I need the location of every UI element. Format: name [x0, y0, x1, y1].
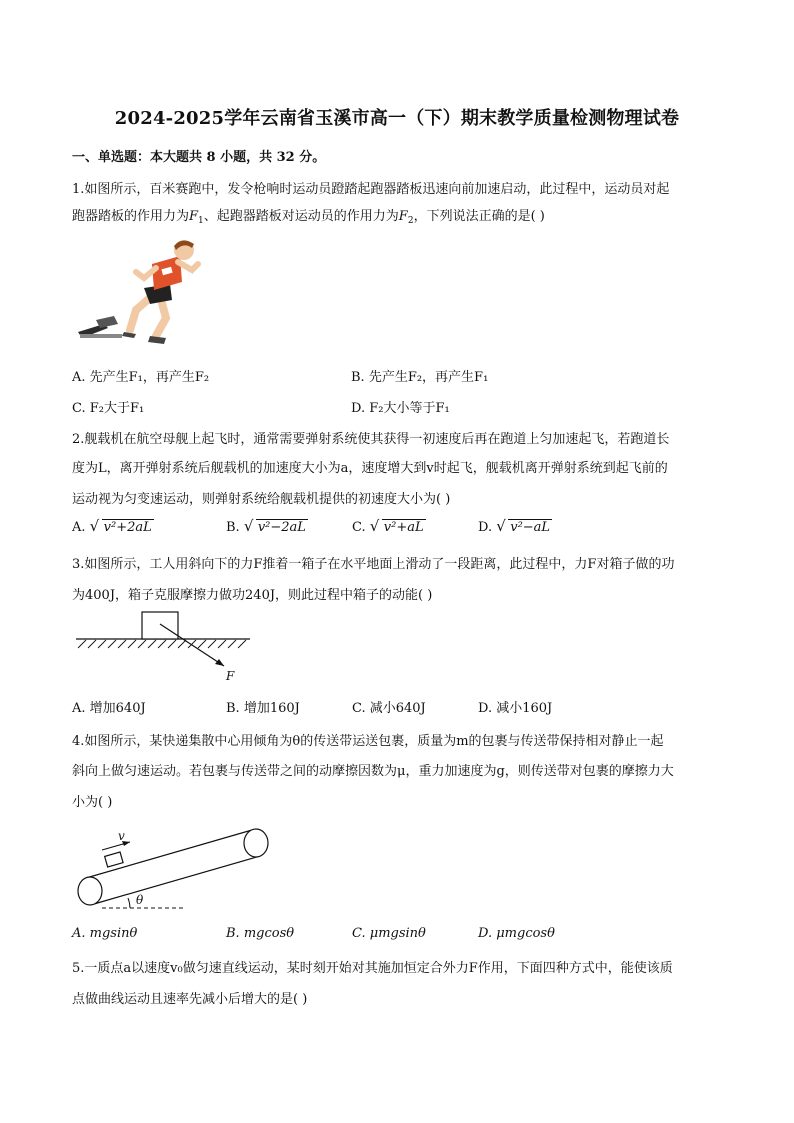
package — [105, 852, 123, 867]
q2-option-a[interactable]: A. √ v²+2aL — [72, 517, 152, 535]
q5-line1: 5.一质点a以速度v₀做匀速直线运动，某时刻开始对其施加恒定合外力F作用，下面四种方式中，能使该质 — [72, 961, 673, 976]
page-title: 2024-2025学年云南省玉溪市高一（下）期末教学质量检测物理试卷 — [114, 108, 680, 129]
q1-option-b[interactable]: B. 先产生F₂，再产生F₁ — [351, 370, 489, 385]
q2-option-c[interactable]: C. √ v²+aL — [352, 517, 424, 535]
q3-option-a[interactable]: A. 增加640J — [72, 701, 146, 716]
theta-label: θ — [136, 893, 144, 907]
q2-line2: 度为L，离开弹射系统后舰载机的加速度大小为a，速度增大到v时起飞，舰载机离开弹射系统到起飞前的 — [72, 461, 668, 476]
q1-option-d[interactable]: D. F₂大小等于F₁ — [351, 401, 450, 416]
q4-option-c[interactable]: C. μmgsinθ — [352, 926, 426, 941]
sprinter-illustration — [74, 238, 214, 350]
q2-option-b[interactable]: B. √ v²−2aL — [226, 517, 306, 535]
box-push-diagram — [74, 606, 264, 686]
q2-line1: 2.舰载机在航空母舰上起飞时，通常需要弹射系统使其获得一初速度后再在跑道上匀加速起飞，若跑道长 — [72, 432, 670, 447]
q1-option-c[interactable]: C. F₂大于F₁ — [72, 401, 145, 416]
q3-line1: 3.如图所示，工人用斜向下的力F推着一箱子在水平地面上滑动了一段距离，此过程中，力F对箱子做的功 — [72, 557, 675, 572]
belt-top — [86, 830, 252, 878]
q3-option-b[interactable]: B. 增加160J — [226, 701, 300, 716]
section-heading: 一、单选题：本大题共 8 小题，共 32 分。 — [72, 150, 326, 165]
q2-option-d[interactable]: D. √ v²−aL — [478, 517, 551, 535]
conveyor-belt-diagram — [72, 826, 272, 912]
right-roller — [244, 829, 268, 857]
q4-line2: 斜向上做匀速运动。若包裹与传送带之间的动摩擦因数为μ，重力加速度为g，则传送带对包裹的摩擦力大 — [72, 764, 674, 779]
velocity-label: v — [118, 829, 125, 843]
q4-option-b[interactable]: B. mgcosθ — [226, 926, 295, 941]
q4-line3: 小为( ) — [72, 795, 113, 810]
q3-option-c[interactable]: C. 减小640J — [352, 701, 426, 716]
q4-line1: 4.如图所示，某快递集散中心用倾角为θ的传送带运送包裹，质量为m的包裹与传送带保持相对静止一起 — [72, 734, 664, 749]
q3-line2: 为400J，箱子克服摩擦力做功240J，则此过程中箱子的动能( ) — [72, 588, 433, 603]
force-arrow — [160, 624, 224, 666]
q4-option-d[interactable]: D. μmgcosθ — [478, 926, 555, 941]
ground-hatching — [78, 640, 246, 648]
q1-line2: 跑器踏板的作用力为$F_1$、起跑器踏板对运动员的作用力为$F_2$，下列说法正确的是( ) — [72, 209, 545, 226]
box — [142, 612, 178, 639]
force-label: F — [226, 669, 235, 683]
q5-line2: 点做曲线运动且速率先减小后增大的是( ) — [72, 992, 308, 1007]
q1-option-a[interactable]: A. 先产生F₁，再产生F₂ — [72, 370, 210, 385]
q4-option-a[interactable]: A. mgsinθ — [72, 926, 138, 941]
starting-block-icon — [78, 316, 122, 338]
left-roller — [78, 877, 102, 905]
angle-arc — [128, 898, 130, 908]
q2-line3: 运动视为匀变速运动，则弹射系统给舰载机提供的初速度大小为( ) — [72, 492, 451, 507]
q1-line1: 1.如图所示，百米赛跑中，发令枪响时运动员蹬踏起跑器踏板迅速向前加速启动，此过程中，运动员对起 — [72, 182, 670, 197]
q3-option-d[interactable]: D. 减小160J — [478, 701, 553, 716]
